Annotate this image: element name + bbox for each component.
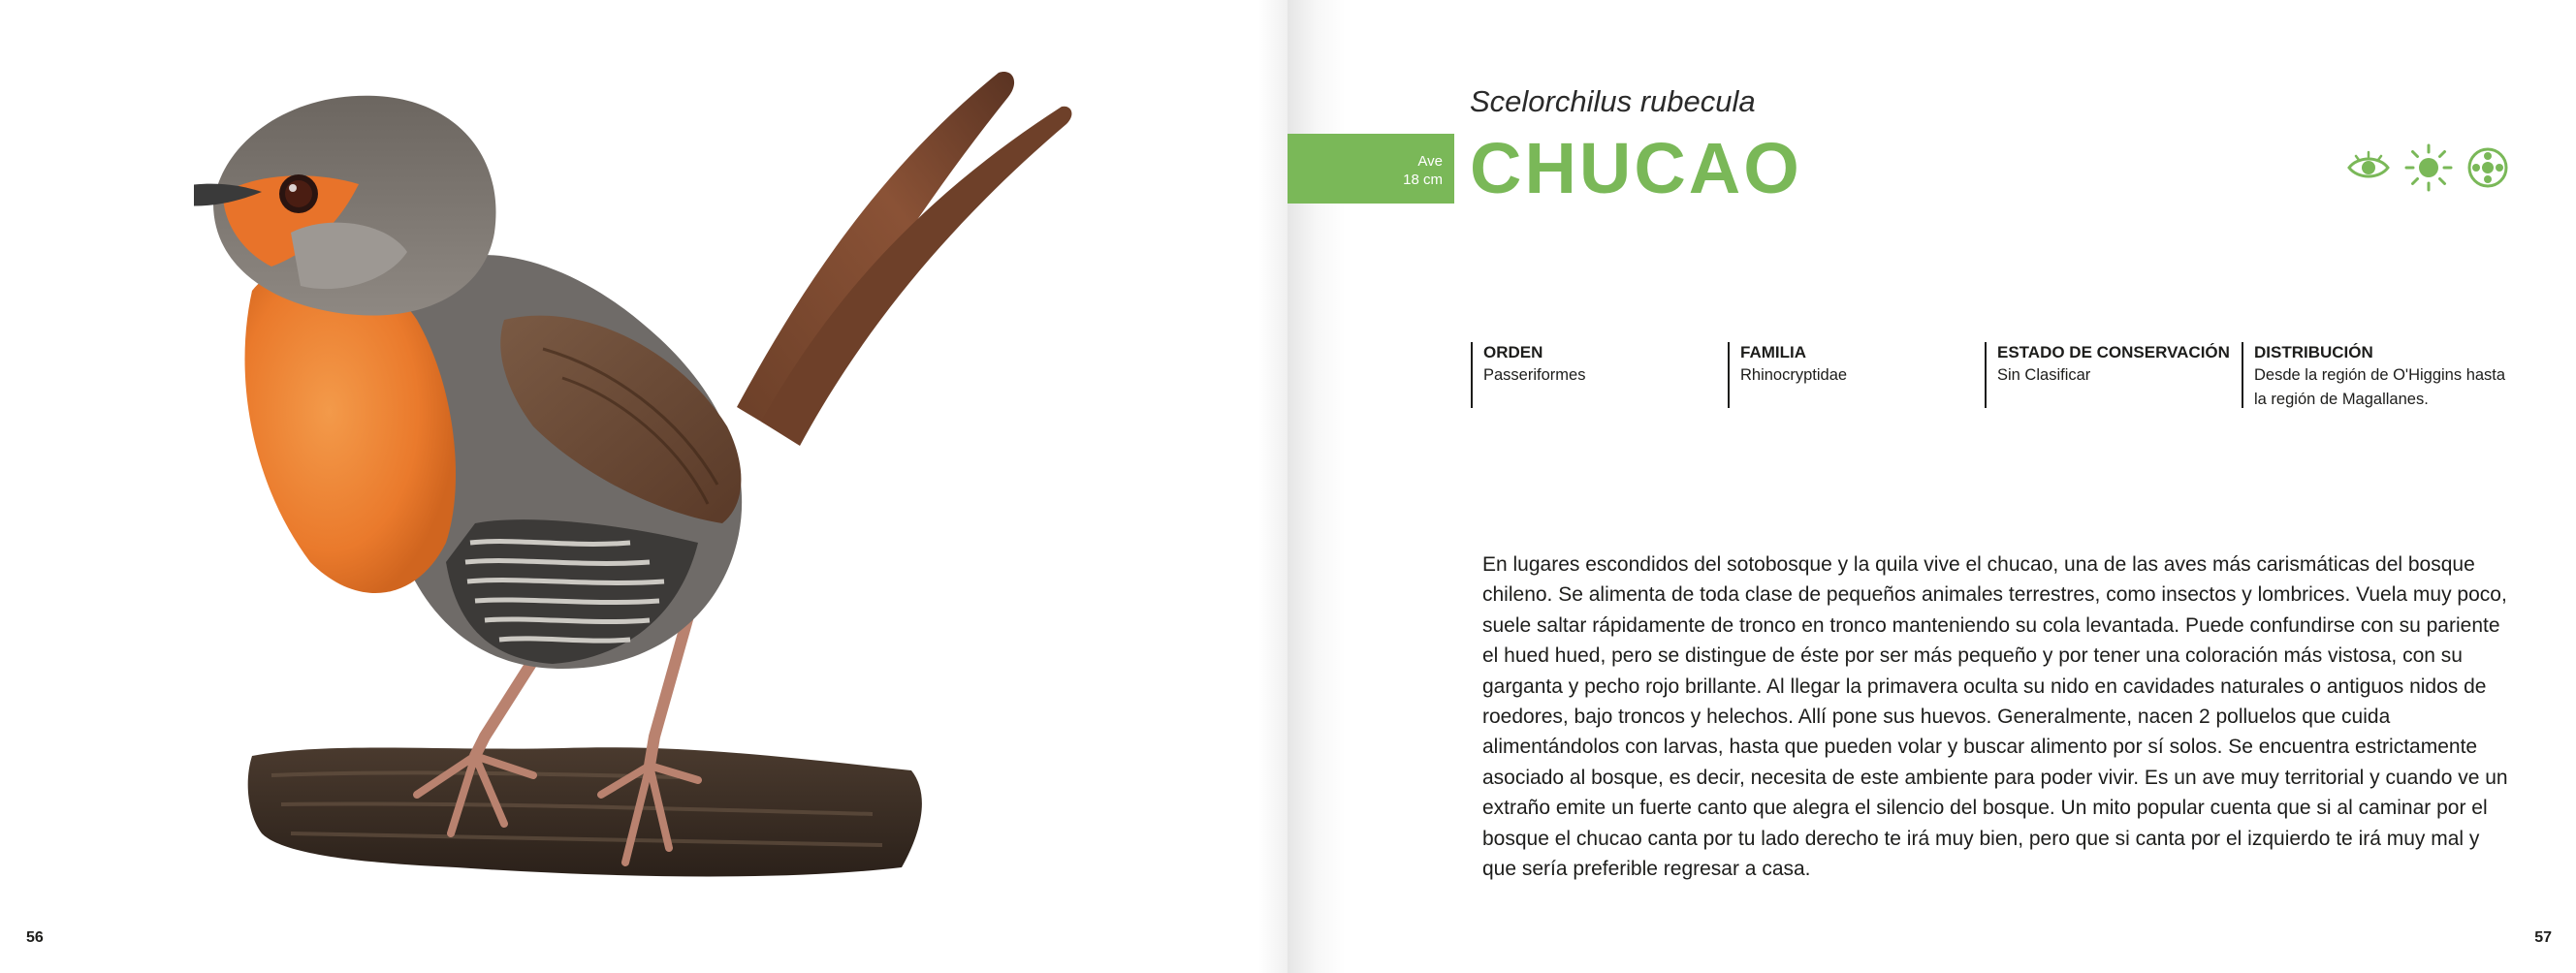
info-label: ORDEN	[1483, 343, 1543, 361]
right-page	[1288, 0, 2576, 973]
info-value: Sin Clasificar	[1997, 366, 2091, 384]
tab-text	[1403, 152, 1443, 189]
info-orden	[1471, 342, 1716, 408]
info-label: FAMILIA	[1740, 343, 1806, 361]
scientific-name: Scelorchilus rubecula	[1470, 84, 1756, 118]
info-distribucion	[2242, 342, 2506, 408]
info-label: DISTRIBUCIÓN	[2254, 343, 2373, 361]
habitat-icon	[2466, 146, 2509, 189]
gutter-shadow-left	[1258, 0, 1288, 973]
page-number-left: 56	[26, 929, 44, 946]
info-value: Passeriformes	[1483, 366, 1586, 384]
info-familia	[1728, 342, 1973, 408]
info-label: ESTADO DE CONSERVACIÓN	[1997, 343, 2230, 361]
info-estado-conservacion	[1985, 342, 2230, 408]
info-value: Rhinocryptidae	[1740, 366, 1848, 384]
species-tab	[1288, 134, 1454, 204]
info-value: Desde la región de O'Higgins hasta la región de Magallanes.	[2254, 366, 2506, 408]
tab-size: 18 cm	[1403, 172, 1443, 188]
common-name: CHUCAO	[1470, 128, 1802, 208]
tab-type: Ave	[1417, 153, 1443, 170]
sun-icon	[2404, 143, 2453, 192]
page-number-right: 57	[2534, 929, 2552, 946]
icon-row	[2346, 143, 2509, 192]
chucao-bird-illustration	[194, 58, 1115, 911]
eye-icon	[2346, 148, 2391, 187]
species-description: En lugares escondidos del sotobosque y la quila vive el chucao, una de las aves más carismáticas del bosque chileno. Se alimenta de toda clase de pequeños animales terrestres, como insectos y lombrices. Vuela muy poco, suele saltar rápidamente de tronco en tronco manteniendo su cola levantada. Puede confundirse con su pariente el hued hued, pero se distingue de éste por ser más pequeño y por tener una coloración más vistosa, con su garganta y pecho rojo brillante. Al llegar la primavera oculta su nido en cavidades naturales o antiguos nidos de roedores, bajo troncos y helechos. Allí pone sus huevos. Generalmente, nacen 2 polluelos que cuida alimentándolos con larvas, hasta que pueden volar y buscar alimento por sí solos. Se encuentra estrictamente asociado al bosque, es decir, necesita de este ambiente para poder vivir. Es un ave muy territorial y cuando ve un extraño emite un fuerte canto que alegra el silencio del bosque. Un mito popular cuenta que si al caminar por el bosque el chucao canta por tu lado derecho te irá muy bien, pero que si canta por el izquierdo te irá muy mal y que sería preferible regresar a casa.	[1482, 553, 2508, 881]
